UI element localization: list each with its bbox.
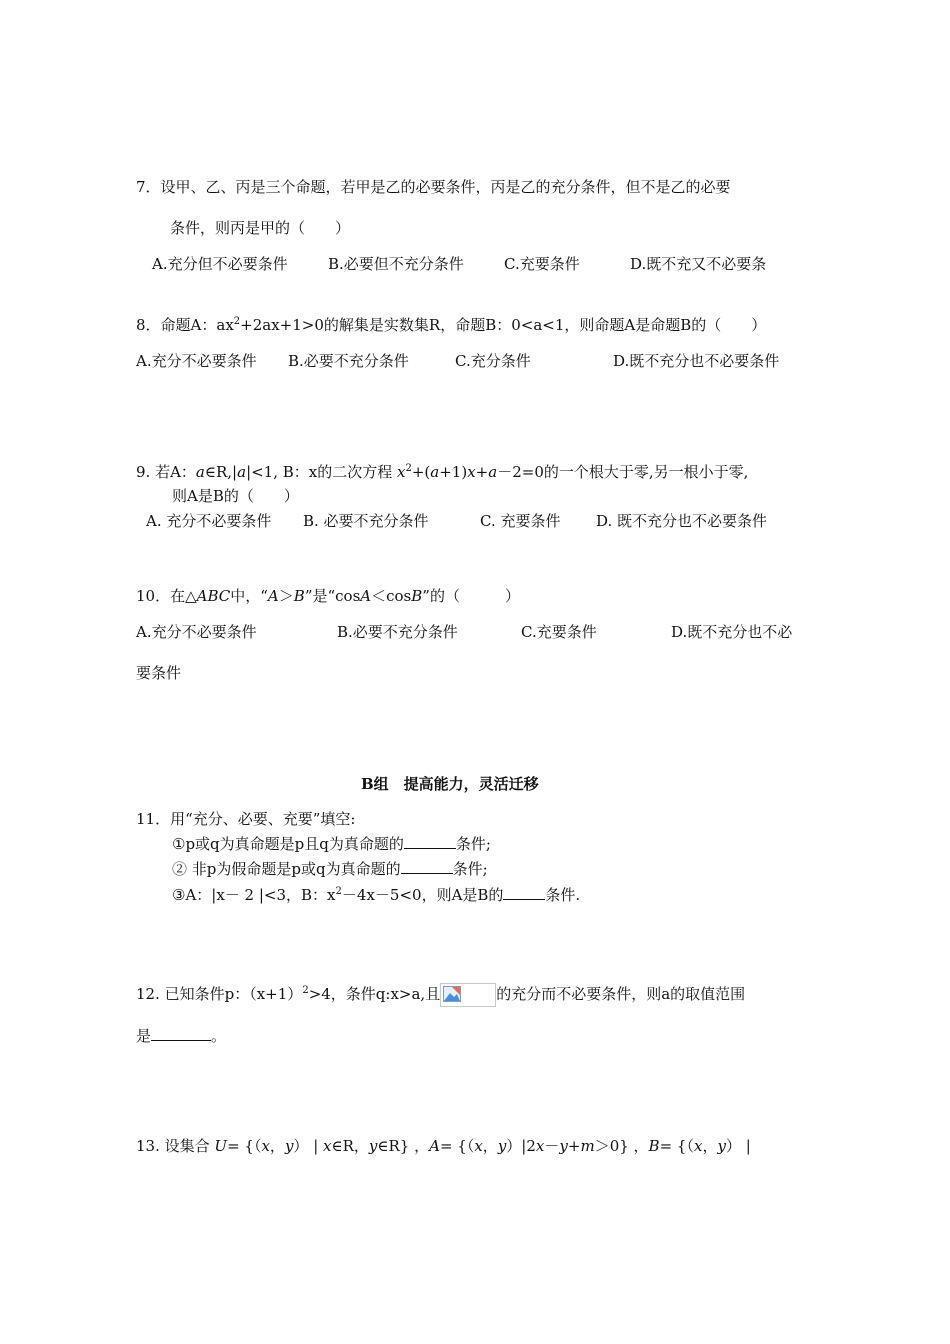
q9-sup: 2 <box>405 463 412 474</box>
section-b-title: B组 提高能力，灵活迁移 <box>361 775 539 793</box>
q8-line1 <box>136 315 766 335</box>
q9-var-a: a <box>430 463 440 481</box>
q9-var-x: x <box>397 463 406 481</box>
q10-var-a: A <box>360 587 372 605</box>
q10-t3: ＞ <box>278 587 294 605</box>
q13-t: = {（ <box>227 1137 262 1155</box>
q9-option-d: D. 既不充分也不必要条件 <box>596 512 768 530</box>
q11-s3-mid: －4x－5<0，则A是B的 <box>341 886 504 904</box>
q9-option-c: C. 充要条件 <box>480 512 561 530</box>
q8-text-post: +2ax+1>0的解集是实数集R，命题B：0<a<1，则命题A是命题B的（ ） <box>240 316 767 334</box>
q10-option-a: A.充分不必要条件 <box>136 623 257 641</box>
q12-t4: 是 <box>136 1027 152 1045</box>
q10-var-b: B <box>411 587 423 605</box>
q12-t5: 。 <box>211 1027 227 1045</box>
q13-var: y <box>284 1137 294 1155</box>
q9-t3: |<1, B：x的二次方程 <box>246 463 398 481</box>
q13-var: x <box>693 1137 703 1155</box>
q11-sub3 <box>172 885 580 905</box>
q10-var-a: A <box>267 587 279 605</box>
q12-line2 <box>136 1026 226 1046</box>
q13-t: ＞0} ， <box>594 1137 649 1155</box>
q12-t1: 12. 已知条件p：（x+1） <box>136 985 303 1003</box>
q13-var: m <box>580 1137 595 1155</box>
q12-blank[interactable] <box>151 1026 211 1041</box>
q11-sub1 <box>172 834 491 854</box>
q8-sup: 2 <box>233 316 241 327</box>
q10-t2: 中，“ <box>230 587 268 605</box>
q10-var-b: B <box>293 587 305 605</box>
q13-t: ∈R， <box>331 1137 369 1155</box>
q9-var-a: a <box>195 463 205 481</box>
q10-option-b: B.必要不充分条件 <box>337 623 458 641</box>
q10-var-abc: ABC <box>196 587 231 605</box>
q9-var-a: a <box>488 463 498 481</box>
q11-blank-3[interactable] <box>503 885 545 900</box>
q11-s3-tail: 条件. <box>545 886 581 904</box>
q13-var: x <box>535 1137 545 1155</box>
q12-t2: >4，条件q:x>a,且 <box>308 985 441 1003</box>
q13-var: y <box>559 1137 568 1155</box>
q9-line2: 则A是B的（ ） <box>172 487 299 505</box>
q13-var: y <box>717 1137 726 1155</box>
q8-option-c: C.充分条件 <box>455 352 531 370</box>
q10-t1: 10．在△ <box>136 587 197 605</box>
broken-image-icon <box>440 983 496 1007</box>
q13-var: y <box>497 1137 507 1155</box>
q8-text-pre: 8．命题A：ax <box>136 316 234 334</box>
q10-line1 <box>136 586 520 606</box>
q9-line1 <box>136 462 748 482</box>
q13-t: 13. 设集合 <box>136 1137 215 1155</box>
q12-t3: 的充分而不必要条件，则a的取值范围 <box>496 985 746 1003</box>
q13-t: + <box>567 1137 581 1155</box>
q11-s3-sup: 2 <box>335 886 342 897</box>
q9-t7: －2=0的一个根大于零,另一根小于零, <box>497 463 749 481</box>
q9-t2: ∈R,| <box>204 463 238 481</box>
q10-option-d: D.既不充分也不必 <box>671 623 793 641</box>
q11-sub2 <box>172 859 488 879</box>
q13-t: = {（ <box>439 1137 475 1155</box>
q7-option-c: C.充要条件 <box>504 255 580 273</box>
q9-var-a: a <box>237 463 247 481</box>
q10-option-c: C.充要条件 <box>521 623 597 641</box>
q8-option-a: A.充分不必要条件 <box>136 352 257 370</box>
q13-var: x <box>323 1137 332 1155</box>
q9-var-x: x <box>467 463 476 481</box>
q13-var: B <box>648 1137 660 1155</box>
q11-blank-2[interactable] <box>401 859 453 874</box>
q11-s3-text: ③A：|x－ 2 |<3，B：x <box>172 886 336 904</box>
q11-s1-tail: 条件; <box>455 835 491 853</box>
q13-t: ， <box>269 1137 285 1155</box>
q13-t: ） | <box>725 1137 751 1155</box>
q9-t5: +1) <box>439 463 468 481</box>
q13-t: ∈R} ， <box>377 1137 430 1155</box>
q13-t: ） | <box>293 1137 324 1155</box>
q10-t4: ”是“cos <box>304 587 361 605</box>
q13-var: U <box>214 1137 228 1155</box>
q13-t: ， <box>702 1137 718 1155</box>
q9-t4: +( <box>411 463 431 481</box>
q9-t6: + <box>475 463 489 481</box>
q11-s2-text: ② 非p为假命题是p或q为真命题的 <box>172 860 401 878</box>
q13-var: y <box>368 1137 378 1155</box>
q9-option-a: A. 充分不必要条件 <box>146 512 272 530</box>
q11-s2-tail: 条件; <box>452 860 488 878</box>
q13-t: ）|2 <box>506 1137 536 1155</box>
q13-line1 <box>136 1136 751 1156</box>
q10-wrap: 要条件 <box>136 664 182 682</box>
q13-var: x <box>474 1137 483 1155</box>
q12-line1 <box>136 983 745 1007</box>
q10-t5: ＜cos <box>371 587 412 605</box>
q9-option-b: B. 必要不充分条件 <box>303 512 429 530</box>
q13-var: A <box>429 1137 440 1155</box>
q12-sup: 2 <box>302 985 309 996</box>
q13-var: x <box>261 1137 270 1155</box>
q11-s1-text: ①p或q为真命题是p且q为真命题的 <box>172 835 404 853</box>
q11-blank-1[interactable] <box>404 834 456 849</box>
q13-t: － <box>544 1137 560 1155</box>
q7-option-a: A.充分但不必要条件 <box>152 255 288 273</box>
q10-t6: ”的（ ） <box>422 587 520 605</box>
q7-line1: 7．设甲、乙、丙是三个命题，若甲是乙的必要条件，丙是乙的充分条件，但不是乙的必要 <box>136 178 731 196</box>
q7-line2: 条件，则丙是甲的（ ） <box>170 219 351 237</box>
q13-t: ， <box>482 1137 498 1155</box>
q9-t1: 9. 若A： <box>136 463 196 481</box>
q7-option-b: B.必要但不充分条件 <box>328 255 464 273</box>
q8-option-d: D.既不充分也不必要条件 <box>613 352 780 370</box>
q13-t: = {（ <box>659 1137 694 1155</box>
q7-option-d: D.既不充又不必要条 <box>630 255 767 273</box>
q8-option-b: B.必要不充分条件 <box>288 352 409 370</box>
q11-line1: 11．用“充分、必要、充要”填空: <box>136 810 356 828</box>
